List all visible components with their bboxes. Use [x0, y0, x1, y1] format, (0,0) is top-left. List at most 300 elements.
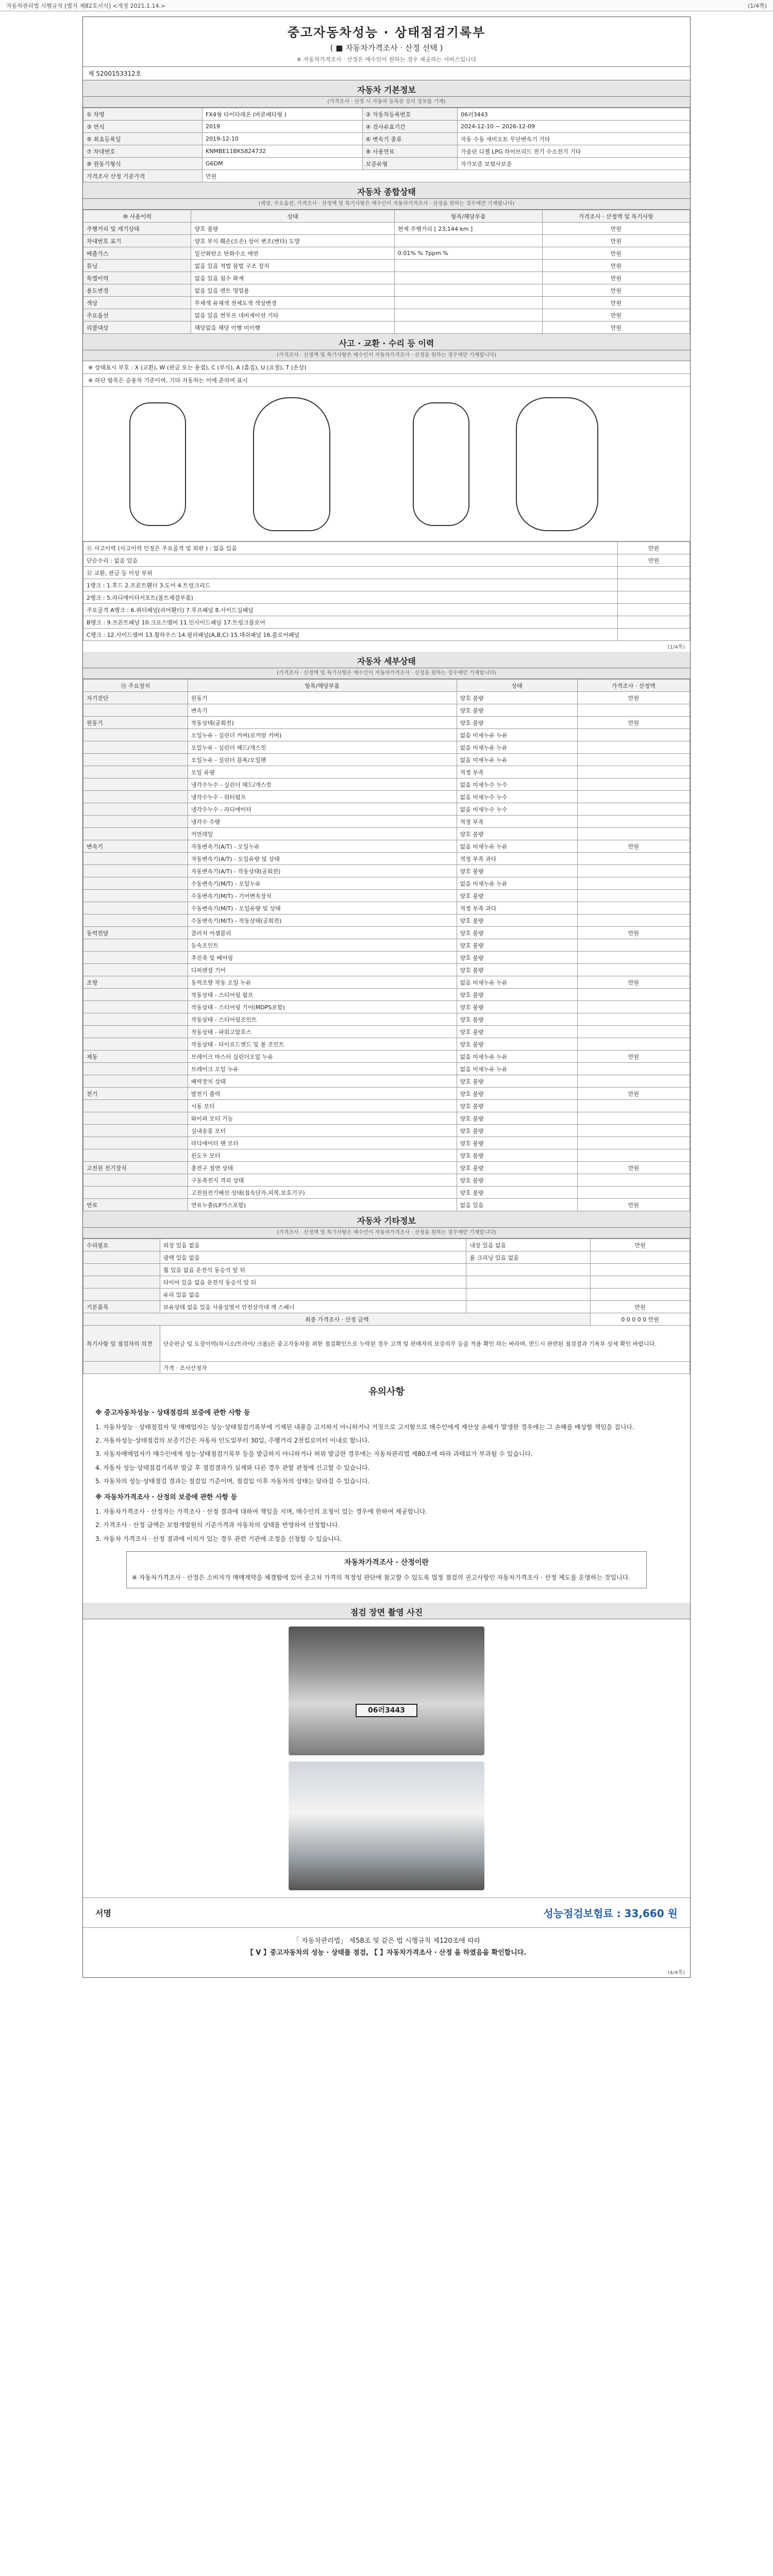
basic-label: ⑥ 변속기 종류	[362, 133, 457, 145]
photos-area	[83, 1619, 690, 1897]
detail-cell: 양호 불량	[457, 1038, 577, 1050]
detail-row	[83, 729, 690, 741]
accident-price: 만원	[618, 542, 690, 554]
license-plate: 06러3443	[356, 1704, 417, 1717]
notes-paragraph: 2. 자동차성능·상태점검의 보증기간은 자동차 인도일부터 30일, 주행거리 2천킬로미터 이내로 합니다.	[95, 1437, 370, 1445]
status-cell: 리콜대상	[83, 321, 191, 334]
status-cell: 만원	[542, 321, 690, 334]
rank-text: C랭크 : 12.사이드멤버 13.휠하우스 14.필러패널(A,B,C) 15.대쉬패널 16.플로어패널	[83, 629, 618, 641]
other-cell: 보유상태 없음 있음 사용설명서 안전삼각대 잭 스패너	[160, 1301, 466, 1313]
status-cell	[394, 297, 542, 309]
detail-row	[83, 1137, 690, 1149]
basic-label: ⑨ 원동기형식	[83, 158, 203, 170]
rank-blank	[618, 579, 690, 591]
detail-cell: 양호 불량	[457, 1001, 577, 1013]
notes-title: 유의사항	[368, 1386, 405, 1397]
detail-cell: 없음 미세누유 누유	[457, 1050, 577, 1063]
detail-row	[83, 939, 690, 952]
detail-row	[83, 1001, 690, 1013]
status-cell: 만원	[542, 297, 690, 309]
notes-box-title: 자동차가격조사 · 산정이란	[344, 1558, 429, 1567]
status-cell: 없음 있음 침수 화재	[191, 272, 394, 284]
notes-box	[126, 1551, 647, 1588]
basic-value: 자가보증 보험사보증	[457, 158, 690, 170]
price-person-label: 가격 · 조사산정자	[160, 1362, 690, 1374]
other-cell	[83, 1251, 160, 1264]
detail-cell	[577, 902, 690, 914]
document-number-line	[83, 67, 690, 80]
detail-row	[83, 989, 690, 1001]
other-cell	[591, 1251, 690, 1264]
other-cell	[591, 1276, 690, 1289]
status-cell: 만원	[542, 223, 690, 235]
detail-cell: 작동상태 - 스티어링 펌프	[188, 989, 457, 1001]
rank-blank	[618, 591, 690, 604]
detail-cell: 자동변속기(A/T) - 오일유량 및 상태	[188, 853, 457, 865]
detail-row	[83, 717, 690, 729]
simple-repair-price: 만원	[618, 554, 690, 567]
detail-row	[83, 1038, 690, 1050]
detail-row	[83, 1174, 690, 1187]
other-cell: 수리필요	[83, 1239, 160, 1251]
status-cell: 특별이력	[83, 272, 191, 284]
rank-text: 주요골격 A랭크 : 6.쿼터패널(리어휀더) 7.루프패널 8.사이드실패널	[83, 604, 618, 616]
detail-row	[83, 1013, 690, 1026]
detail-row	[83, 1026, 690, 1038]
detail-row	[83, 1162, 690, 1174]
detail-cell	[83, 914, 188, 927]
status-cell: 0.01% % 7ppm %	[394, 247, 542, 260]
detail-cell	[577, 1112, 690, 1125]
document-note: ※ 자동차가격조사 · 산정은 매수인이 원하는 경우 제공하는 서비스입니다	[296, 56, 477, 63]
front-vehicle-photo	[289, 1626, 484, 1755]
detail-cell: 양호 불량	[457, 1112, 577, 1125]
detail-table	[83, 679, 690, 1211]
detail-col-header: 상태	[457, 680, 577, 692]
detail-cell: 없음 미세누수 누수	[457, 791, 577, 803]
footer-confirmation	[83, 1927, 690, 1967]
detail-cell: 수동변속기(M/T) - 오일유량 및 상태	[188, 902, 457, 914]
detail-row	[83, 803, 690, 816]
detail-row	[83, 840, 690, 853]
notes-section	[83, 1374, 690, 1603]
notes-paragraph: 2. 가격조사 · 산정 금액은 보험개발원의 기준가격과 자동차의 상태를 반영하여 산정합니다.	[95, 1521, 340, 1529]
status-cell: 배출가스	[83, 247, 191, 260]
detail-cell	[577, 877, 690, 890]
other-row	[83, 1301, 690, 1313]
document-title: 중고자동차성능 · 상태점검기록부	[287, 25, 486, 40]
other-cell	[466, 1276, 591, 1289]
detail-cell: 오일누유 - 실린더 커버(로커암 커버)	[188, 729, 457, 741]
detail-row	[83, 1199, 690, 1211]
detail-cell: 없음 미세누수 누수	[457, 803, 577, 816]
detail-row	[83, 766, 690, 778]
detail-cell	[83, 952, 188, 964]
detail-cell	[577, 1001, 690, 1013]
detail-cell: 동력전달	[83, 927, 188, 939]
detail-row	[83, 1050, 690, 1063]
detail-cell: 없음 미세누수 누수	[457, 778, 577, 791]
detail-cell: 브레이크 마스터 실린더오일 누유	[188, 1050, 457, 1063]
basic-label: ④ 검사유효기간	[362, 121, 457, 133]
detail-cell: 제동	[83, 1050, 188, 1063]
notes-paragraph: 3. 자동차 가격조사 · 산정 결과에 이의가 있는 경우 관련 기관에 조정을 신청할 수 있습니다.	[95, 1535, 342, 1543]
detail-cell	[577, 952, 690, 964]
detail-col-header: 가격조사 · 산정액	[577, 680, 690, 692]
basic-info-note: (가격조사 · 산정 시 자동차 등록증 상의 정보를 기재)	[83, 97, 690, 108]
detail-cell: 만원	[577, 840, 690, 853]
detail-cell: 양호 불량	[457, 692, 577, 704]
detail-cell: 고전원전기배선 상태(접속단자,피복,보호기구)	[188, 1187, 457, 1199]
status-row	[83, 260, 690, 272]
detail-cell: 냉각수누수 - 실린더 헤드/개스킷	[188, 778, 457, 791]
detail-cell: 양호 불량	[457, 927, 577, 939]
signature-row	[83, 1897, 690, 1927]
rank-blank	[618, 629, 690, 641]
detail-cell	[577, 766, 690, 778]
other-note: (가격조사 · 산정액 및 특기사항은 매수인이 자동차가격조사 · 산정을 원하는 경우에만 기재합니다)	[83, 1228, 690, 1239]
detail-cell: 작동상태 - 타이로드엔드 및 볼 조인트	[188, 1038, 457, 1050]
status-cell: 색상	[83, 297, 191, 309]
detail-cell: 양호 불량	[457, 1075, 577, 1088]
price-basis-value: 만원	[202, 170, 690, 182]
detail-cell: 양호 불량	[457, 1187, 577, 1199]
detail-cell	[577, 939, 690, 952]
detail-cell: 배력장치 상태	[188, 1075, 457, 1088]
accident-legend-2: ※ 하단 항목은 승용차 기준이며, 기타 자동차는 이에 준하여 표시	[83, 374, 690, 387]
footer-line-2: 【 V 】중고자동차의 성능 · 상태를 점검, 【 】자동차가격조사 · 산정 을 하였음을 확인합니다.	[246, 1949, 527, 1957]
detail-cell: 연료누출(LP가스포함)	[188, 1199, 457, 1211]
detail-row	[83, 816, 690, 828]
detail-cell	[577, 964, 690, 976]
detail-col-header: ⑬ 주요장치	[83, 680, 188, 692]
detail-cell: 원동기	[188, 692, 457, 704]
detail-cell: 오일 유량	[188, 766, 457, 778]
form-legal-reference: 자동차관리법 시행규칙 [별지 제82호서식] <개정 2021.1.14.>	[6, 2, 166, 9]
detail-cell: 작동상태(공회전)	[188, 717, 457, 729]
detail-cell: 양호 불량	[457, 704, 577, 717]
detail-cell	[577, 1149, 690, 1162]
other-cell: 만원	[591, 1239, 690, 1251]
detail-cell: 없음 미세누유 누유	[457, 741, 577, 754]
detail-cell: 오일누유 - 실린더 헤드/개스킷	[188, 741, 457, 754]
status-cell: 만원	[542, 309, 690, 321]
detail-cell: 양호 불량	[457, 914, 577, 927]
detail-cell: 없음 미세누유 누유	[457, 1063, 577, 1075]
detail-cell: 적정 부족 과다	[457, 902, 577, 914]
rank-row	[83, 579, 690, 591]
status-cell: 양호 불량	[191, 223, 394, 235]
detail-cell: 와이퍼 모터 기능	[188, 1112, 457, 1125]
status-cell: 없음 있음 렌트 영업용	[191, 284, 394, 297]
insurance-fee: 성능점검보험료 : 33,660 원	[543, 1907, 678, 1920]
basic-label: ⑧ 사용연료	[362, 145, 457, 158]
other-row	[83, 1276, 690, 1289]
detail-cell: 작동상태 - 스티어링조인트	[188, 1013, 457, 1026]
detail-row	[83, 778, 690, 791]
basic-row	[83, 145, 690, 158]
other-cell	[466, 1301, 591, 1313]
detail-cell: 클러치 어셈블리	[188, 927, 457, 939]
detail-cell: 만원	[577, 717, 690, 729]
other-cell: 외장 있음 없음	[160, 1239, 466, 1251]
status-cell: 해당없음 해당 이행 미이행	[191, 321, 394, 334]
notes-paragraph: 5. 자동차의 성능·상태점검 결과는 점검일 기준이며, 점검일 이후 자동차의 상태는 달라질 수 있습니다.	[95, 1478, 370, 1485]
other-cell: 내장 있음 없음	[466, 1239, 591, 1251]
photos-title: 점검 장면 촬영 사진	[83, 1603, 690, 1619]
detail-cell: 자동변속기(A/T) - 오일누유	[188, 840, 457, 853]
detail-cell: 작동상태 - 파워고압호스	[188, 1026, 457, 1038]
other-cell: 광택 있음 없음	[160, 1251, 466, 1264]
status-col-header: ⑩ 사용이력	[83, 210, 191, 223]
detail-cell: 만원	[577, 1050, 690, 1063]
detail-cell	[577, 1125, 690, 1137]
detail-row	[83, 877, 690, 890]
detail-cell	[577, 754, 690, 766]
detail-cell: 양호 불량	[457, 828, 577, 840]
status-row	[83, 284, 690, 297]
status-cell	[394, 235, 542, 247]
status-cell: 주행거리 및 계기상태	[83, 223, 191, 235]
detail-cell	[577, 1187, 690, 1199]
detail-cell	[83, 1112, 188, 1125]
basic-row	[83, 158, 690, 170]
detail-row	[83, 890, 690, 902]
detail-row	[83, 1112, 690, 1125]
detail-cell: 디퍼렌셜 기어	[188, 964, 457, 976]
detail-cell: 양호 불량	[457, 964, 577, 976]
detail-cell: 양호 불량	[457, 865, 577, 877]
detail-cell	[83, 1125, 188, 1137]
detail-cell	[83, 890, 188, 902]
detail-row	[83, 914, 690, 927]
detail-cell	[83, 1149, 188, 1162]
detail-row	[83, 1063, 690, 1075]
detail-cell	[577, 1038, 690, 1050]
basic-value: 2019-12-10	[202, 133, 362, 145]
detail-cell: 양호 불량	[457, 1026, 577, 1038]
status-row	[83, 223, 690, 235]
detail-cell: 적정 부족	[457, 766, 577, 778]
status-cell: 일산화탄소 탄화수소 매연	[191, 247, 394, 260]
basic-row	[83, 133, 690, 145]
notes-paragraph: 1. 자동차가격조사 · 산정자는 가격조사 · 산정 결과에 대하여 책임을 지며, 매수인의 요청이 있는 경우에 한하여 제공합니다.	[95, 1507, 428, 1515]
detail-title: 자동차 세부상태	[83, 652, 690, 668]
basic-row	[83, 108, 690, 121]
detail-cell	[83, 853, 188, 865]
signature-label: 서명	[95, 1908, 111, 1919]
detail-cell: 양호 불량	[457, 989, 577, 1001]
basic-value: 06러3443	[457, 108, 690, 121]
detail-cell: 자기진단	[83, 692, 188, 704]
status-cell: 용도변경	[83, 284, 191, 297]
simple-repair-row: 단순수리 : 없음 있음	[83, 554, 618, 567]
detail-cell	[577, 729, 690, 741]
detail-row	[83, 1149, 690, 1162]
detail-cell	[577, 791, 690, 803]
detail-cell: 라디에이터 팬 모터	[188, 1137, 457, 1149]
status-cell: 만원	[542, 247, 690, 260]
detail-cell: 양호 불량	[457, 1125, 577, 1137]
notes-box-text: ※ 자동차가격조사 · 산정은 소비자가 매매계약을 체결함에 있어 중고차 가격의 적정성 판단에 참고할 수 있도록 법정 점검의 권고사항인 자동차가격조사 · 산정 제도를 운영하는 것입니다.	[132, 1573, 631, 1581]
accident-legend: ※ 상태표시 부호 : X (교환), W (판금 또는 용접), C (부식), A (흠집), U (요철), T (손상)	[83, 361, 690, 374]
detail-cell	[83, 741, 188, 754]
detail-cell	[83, 766, 188, 778]
detail-cell	[577, 890, 690, 902]
basic-label: ③ 연식	[83, 121, 203, 133]
detail-cell: 시동 모터	[188, 1100, 457, 1112]
detail-row	[83, 902, 690, 914]
status-cell: 없음 있음 썬루프 네비게이션 기타	[191, 309, 394, 321]
rank-blank	[618, 616, 690, 629]
rank-row	[83, 616, 690, 629]
other-row	[83, 1289, 690, 1301]
detail-cell	[83, 1100, 188, 1112]
basic-value: FX4형 타이타레온 (바론베타형 )	[202, 108, 362, 121]
document-header	[83, 17, 690, 67]
detail-cell	[83, 828, 188, 840]
detail-cell: 수동변속기(M/T) - 작동상태(공회전)	[188, 914, 457, 927]
detail-cell	[83, 778, 188, 791]
status-cell	[394, 321, 542, 334]
status-cell: 없음 있음 적법 불법 구조 장치	[191, 260, 394, 272]
basic-label: 보증유형	[362, 158, 457, 170]
other-cell	[466, 1264, 591, 1276]
final-price-label: 최종 가격조사 · 산정 금액	[83, 1313, 591, 1326]
status-cell: 만원	[542, 272, 690, 284]
detail-row	[83, 853, 690, 865]
detail-row	[83, 1125, 690, 1137]
accident-table	[83, 541, 690, 641]
status-cell: 양호 부식 훼손(오손) 상이 변조(변타) 도말	[191, 235, 394, 247]
detail-cell: 냉각수누수 - 워터펌프	[188, 791, 457, 803]
car-top-outline	[253, 397, 330, 531]
detail-row	[83, 976, 690, 989]
detail-cell: 고전원 전기장치	[83, 1162, 188, 1174]
detail-cell: 양호 불량	[457, 1174, 577, 1187]
detail-cell	[577, 741, 690, 754]
detail-cell	[577, 778, 690, 791]
other-cell: 룸 크리닝 있음 없음	[466, 1251, 591, 1264]
detail-cell: 양호 불량	[457, 1088, 577, 1100]
detail-cell: 발전기 출력	[188, 1088, 457, 1100]
detail-cell: 변속기	[188, 704, 457, 717]
status-row	[83, 321, 690, 334]
status-cell	[394, 272, 542, 284]
detail-cell	[577, 828, 690, 840]
detail-row	[83, 754, 690, 766]
status-cell: 만원	[542, 235, 690, 247]
notes-paragraph: 1. 자동차성능 · 상태점검자 및 매매업자는 성능·상태점검기록부에 기재된 내용을 고지하지 아니하거나 거짓으로 고지함으로 매수인에게 재산상 손해가 발생한 경우에는 그 손해를 배상할 책임을 집니다.	[95, 1423, 634, 1431]
status-row	[83, 309, 690, 321]
detail-cell: 만원	[577, 1162, 690, 1174]
other-row	[83, 1264, 690, 1276]
detail-cell	[577, 704, 690, 717]
notes-paragraph: 4. 자동차 성능·상태점검기록부 발급 후 점검결과가 실제와 다른 경우 관할 관청에 신고할 수 있습니다.	[95, 1464, 370, 1471]
status-cell: 현재 주행거리 [ 23,144 km ]	[394, 223, 542, 235]
detail-cell	[577, 1026, 690, 1038]
detail-cell: 만원	[577, 1199, 690, 1211]
detail-cell	[577, 865, 690, 877]
detail-col-header: 항목/해당부품	[188, 680, 457, 692]
document-subtitle: ( ■ 자동차가격조사 · 산정 선택 )	[330, 43, 443, 53]
accident-title: 사고 · 교환 · 수리 등 이력	[83, 334, 690, 350]
detail-row	[83, 791, 690, 803]
car-side-left-outline	[129, 402, 186, 526]
detail-cell	[83, 1063, 188, 1075]
basic-value: 2019	[202, 121, 362, 133]
detail-cell	[83, 1174, 188, 1187]
detail-row	[83, 1075, 690, 1088]
inspection-sheet	[82, 16, 691, 1978]
detail-row	[83, 865, 690, 877]
detail-cell	[83, 1026, 188, 1038]
detail-row	[83, 952, 690, 964]
accident-history-row: ⑪ 사고이력 (사고이력 인정은 주요골격 및 외판 ) : 없음 있음	[83, 542, 618, 554]
status-row	[83, 297, 690, 309]
other-cell: 타이어 있음 없음 운전석 동승석 앞 뒤	[160, 1276, 466, 1289]
rank-row	[83, 591, 690, 604]
other-cell	[83, 1276, 160, 1289]
status-cell: 무채색 유채색 전체도색 색상변경	[191, 297, 394, 309]
detail-row	[83, 741, 690, 754]
detail-row	[83, 1100, 690, 1112]
status-cell: 만원	[542, 260, 690, 272]
detail-cell	[83, 1013, 188, 1026]
detail-cell	[83, 791, 188, 803]
other-cell	[83, 1289, 160, 1301]
detail-cell: 브레이크 오일 누유	[188, 1063, 457, 1075]
notes-heading-1: ※ 중고자동차성능 · 상태점검의 보증에 관한 사항 등	[95, 1409, 250, 1417]
other-cell	[83, 1264, 160, 1276]
page-number-1: (1/4쪽)	[667, 645, 685, 650]
other-cell: 휠 있음 없음 운전석 동승석 앞 뒤	[160, 1264, 466, 1276]
detail-row	[83, 1187, 690, 1199]
detail-cell	[83, 704, 188, 717]
detail-cell: 연료	[83, 1199, 188, 1211]
detail-cell: 커먼레일	[188, 828, 457, 840]
status-col-header: 상태	[191, 210, 394, 223]
final-price-value: 0 0 0 0 0 만원	[591, 1313, 690, 1326]
detail-cell	[577, 1174, 690, 1187]
detail-cell	[577, 1075, 690, 1088]
car-side-right-outline	[413, 402, 469, 526]
basic-price-row	[83, 170, 690, 182]
detail-cell	[83, 964, 188, 976]
detail-cell	[83, 1075, 188, 1088]
detail-cell: 만원	[577, 692, 690, 704]
detail-row	[83, 927, 690, 939]
detail-cell	[577, 1063, 690, 1075]
notes-heading-2: ※ 자동차가격조사 · 산정의 보증에 관한 사항 등	[95, 1493, 238, 1501]
detail-cell: 없음 미세누유 누유	[457, 840, 577, 853]
page-indicator: (1/4쪽)	[748, 2, 767, 9]
other-title: 자동차 기타정보	[83, 1211, 690, 1228]
detail-cell: 원동기	[83, 717, 188, 729]
other-cell	[591, 1264, 690, 1276]
detail-cell: 양호 불량	[457, 1100, 577, 1112]
detail-note: (가격조사 · 산정액 및 특기사항은 매수인이 자동차가격조사 · 산정을 원하는 경우에만 기재합니다)	[83, 668, 690, 679]
detail-cell	[577, 1013, 690, 1026]
status-table	[83, 210, 690, 334]
accident-note: (가격조사 · 산정액 및 특기사항은 매수인이 자동차가격조사 · 산정을 원하는 경우에만 기재합니다)	[83, 350, 690, 361]
detail-cell: 작동상태 - 스티어링 기어(MDPS포함)	[188, 1001, 457, 1013]
detail-cell	[83, 1038, 188, 1050]
basic-info-table	[83, 108, 690, 182]
detail-cell	[577, 914, 690, 927]
other-row	[83, 1239, 690, 1251]
detail-cell	[577, 816, 690, 828]
